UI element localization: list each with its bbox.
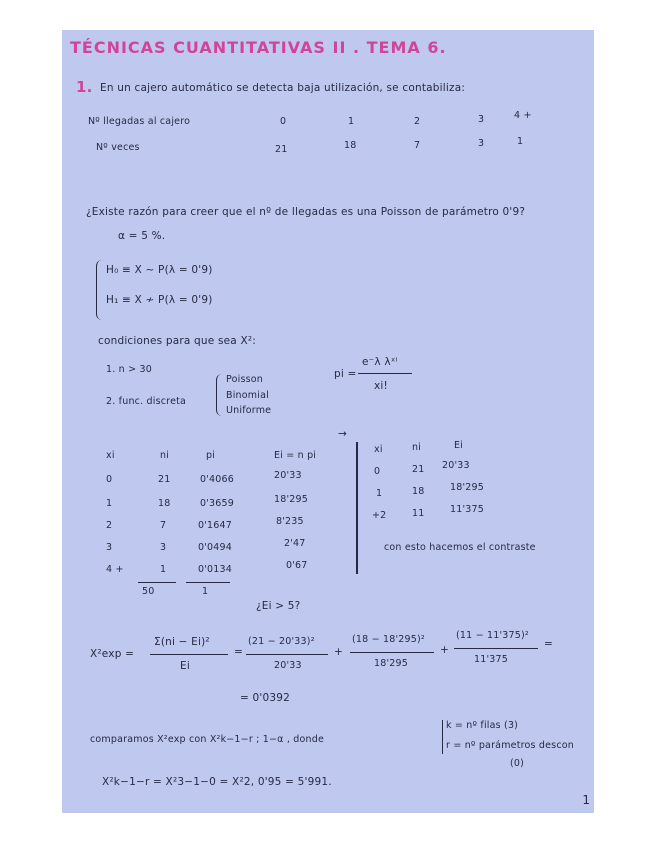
chi-sum-denominator: Ei <box>180 660 190 672</box>
notebook-page <box>62 30 594 813</box>
table1-cell: 0'1647 <box>198 520 233 531</box>
table1-cell: 21 <box>158 474 171 485</box>
equals-sign: = <box>234 646 243 658</box>
alpha: α = 5 %. <box>118 230 166 242</box>
table1-cell: 0'4066 <box>200 474 235 485</box>
table1-cell: 4 + <box>106 564 124 575</box>
expected-check: ¿Ei > 5? <box>256 600 301 612</box>
h1: H₁ ≡ X ≁ P(λ = 0'9) <box>106 294 213 306</box>
distributions-brace <box>216 374 223 416</box>
row1-value: 4 + <box>514 110 532 121</box>
k-definition: k = nº filas (3) <box>446 720 519 731</box>
table2-cell: 11 <box>412 508 425 519</box>
chi-result: = 0'0392 <box>240 692 291 704</box>
conditions-title: condiciones para que sea X²: <box>98 335 257 347</box>
row2-value: 18 <box>344 140 357 151</box>
exercise-intro: En un cajero automático se detecta baja utilización, se contabiliza: <box>100 82 466 94</box>
table1-cell: 0'3659 <box>200 498 235 509</box>
table2-cell: 18'295 <box>450 482 485 493</box>
table1-cell: 0'0494 <box>198 542 233 553</box>
table2-cell: 11'375 <box>450 504 485 515</box>
row1-value: 3 <box>478 114 485 125</box>
table1-header: pi <box>206 450 216 461</box>
distribution-item: Poisson <box>226 374 263 385</box>
chi-sum-numerator: Σ(ni − Ei)² <box>154 636 210 648</box>
row2-value: 21 <box>275 144 288 155</box>
table1-cell: 7 <box>160 520 167 531</box>
question: ¿Existe razón para creer que el nº de llegadas es una Poisson de parámetro 0'9? <box>86 206 526 218</box>
row2-value: 3 <box>478 138 485 149</box>
row2-label: Nº veces <box>96 142 140 153</box>
page-number: 1 <box>582 793 590 807</box>
table1-cell: 3 <box>106 542 113 553</box>
chi-term2-denominator: 18'295 <box>374 658 409 669</box>
table2-cell: +2 <box>372 510 387 521</box>
table1-cell: 2 <box>106 520 113 531</box>
table1-cell: 1 <box>160 564 167 575</box>
chi-term1-numerator: (21 − 20'33)² <box>248 636 315 647</box>
condition-2: 2. func. discreta <box>106 396 187 407</box>
table1-header: ni <box>160 450 170 461</box>
table2-cell: 18 <box>412 486 425 497</box>
chi-term3-numerator: (11 − 11'375)² <box>456 630 529 641</box>
chi-lhs: X²exp = <box>90 648 135 660</box>
condition-1: 1. n > 30 <box>106 364 152 375</box>
table1-cell: 1 <box>106 498 113 509</box>
row2-value: 1 <box>517 136 524 147</box>
chi-term3-bar <box>454 648 538 649</box>
row1-label: Nº llegadas al cajero <box>88 116 191 127</box>
row2-value: 7 <box>414 140 421 151</box>
chi-term2-numerator: (18 − 18'295)² <box>352 634 425 645</box>
h0: H₀ ≡ X ~ P(λ = 0'9) <box>106 264 213 276</box>
table2-header: xi <box>374 444 383 455</box>
pi-fraction-bar <box>358 373 412 374</box>
exercise-number: 1. <box>76 78 93 96</box>
table2-cell: 20'33 <box>442 460 470 471</box>
table1-cell: 2'47 <box>284 538 306 549</box>
page-title: TÉCNICAS CUANTITATIVAS II . TEMA 6. <box>70 38 447 57</box>
plus-sign: + <box>334 646 343 658</box>
row1-value: 2 <box>414 116 421 127</box>
chi-term3-denominator: 11'375 <box>474 654 509 665</box>
distribution-item: Uniforme <box>226 405 272 416</box>
chi-term1-bar <box>246 654 328 655</box>
table2-cell: 21 <box>412 464 425 475</box>
contrast-note: con esto hacemos el contraste <box>384 542 536 553</box>
table-divider <box>356 442 358 574</box>
chi-sum-bar <box>150 654 228 655</box>
final-result: X²k−1−r = X²3−1−0 = X²2, 0'95 = 5'991. <box>102 776 332 788</box>
table1-total-n: 50 <box>142 586 155 597</box>
distribution-item: Binomial <box>226 390 269 401</box>
table1-cell: 8'235 <box>276 516 304 527</box>
arrow-icon: → <box>338 428 347 440</box>
row1-value: 0 <box>280 116 287 127</box>
table1-cell: 0'0134 <box>198 564 233 575</box>
r-definition: r = nº parámetros descon <box>446 740 574 751</box>
table1-cell: 18'295 <box>274 494 309 505</box>
pi-lhs: pi = <box>334 368 357 380</box>
chi-term1-denominator: 20'33 <box>274 660 302 671</box>
table1-total-p: 1 <box>202 586 209 597</box>
pi-numerator: e⁻λ λˣⁱ <box>362 356 398 368</box>
chi-term2-bar <box>350 652 434 653</box>
equals-sign: = <box>544 638 553 650</box>
compare-text: comparamos X²exp con X²k−1−r ; 1−α , donde <box>90 734 325 745</box>
table2-header: ni <box>412 442 422 453</box>
table1-cell: 20'33 <box>274 470 302 481</box>
table2-header: Ei <box>454 440 464 451</box>
r-value: (0) <box>510 758 525 769</box>
table1-cell: 18 <box>158 498 171 509</box>
table1-cell: 0'67 <box>286 560 308 571</box>
table1-header: xi <box>106 450 115 461</box>
table1-cell: 0 <box>106 474 113 485</box>
table1-sum-line <box>138 582 176 583</box>
table2-cell: 0 <box>374 466 381 477</box>
table1-cell: 3 <box>160 542 167 553</box>
table2-cell: 1 <box>376 488 383 499</box>
table1-sum-line <box>186 582 230 583</box>
pi-denominator: xi! <box>374 380 388 392</box>
table1-header: Ei = n pi <box>274 450 317 461</box>
plus-sign: + <box>440 644 449 656</box>
definition-bar <box>442 720 443 754</box>
row1-value: 1 <box>348 116 355 127</box>
hypotheses-brace <box>96 260 105 320</box>
